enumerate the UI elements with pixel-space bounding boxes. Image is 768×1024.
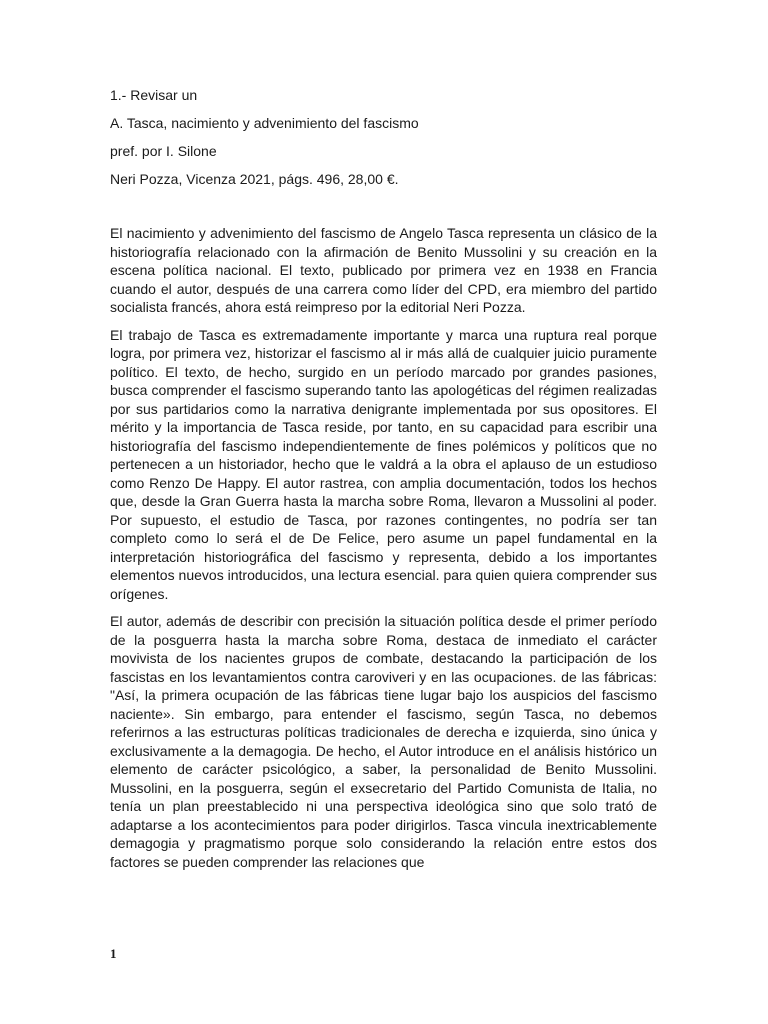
section-spacer bbox=[110, 198, 657, 224]
book-title: A. Tasca, nacimiento y advenimiento del fascismo bbox=[110, 115, 419, 131]
book-preface: pref. por I. Silone bbox=[110, 143, 217, 159]
page-number: 1 bbox=[110, 946, 117, 961]
body-paragraph-1: El nacimiento y advenimiento del fascismo de Angelo Tasca representa un clásico de la historiografía relacionado con la afirmación de Benito Mussolini y su creación en la escena política nacional. El texto, publicado por primera vez en 1938 en Francia cuando el autor, después de una carrera como líder del CPD, era miembro del partido socialista francés, ahora está reimpreso por la editorial Neri Pozza. bbox=[110, 225, 657, 315]
book-publication-info: Neri Pozza, Vicenza 2021, págs. 496, 28,00 €. bbox=[110, 171, 399, 187]
body-paragraph-3: El autor, además de describir con precisión la situación política desde el primer período de la posguerra hasta la marcha sobre Roma, destaca de inmediato el carácter movivista de los nacientes grupos de combate, destacando la participación de los fascistas en los levantamientos contra caroviveri y en las ocupaciones. de las fábricas: "Así, la primera ocupación de las fábricas tiene lugar bajo los auspicios del fascismo naciente». Sin embargo, para entender el fascismo, según Tasca, no debemos referirnos a las estructuras políticas tradicionales de derecha e izquierda, sino única y exclusivamente a la demagogia. De hecho, el Autor introduce en el análisis histórico un elemento de carácter psicológico, a saber, la personalidad de Benito Mussolini. Mussolini, en la posguerra, según el exsecretario del Partido Comunista de Italia, no tenía un plan preestablecido ni una perspectiva ideológica sino que solo trató de adaptarse a los acontecimientos para poder dirigirlos. Tasca vincula inextricablemente demagogia y pragmatismo porque solo considerando la relación entre estos dos factores se pueden comprender las relaciones que bbox=[110, 613, 657, 870]
document-page bbox=[110, 86, 657, 880]
heading-review-number: 1.- Revisar un bbox=[110, 87, 198, 103]
body-paragraph-2: El trabajo de Tasca es extremadamente importante y marca una ruptura real porque logra, por primera vez, historizar el fascismo al ir más allá de cualquier juicio puramente político. El texto, de hecho, surgido en un período marcado por grandes pasiones, busca comprender el fascismo superando tanto las apologéticas del régimen realizadas por sus partidarios como la narrativa denigrante implementada por sus opositores. El mérito y la importancia de Tasca reside, por tanto, en su capacidad para escribir una historiografía del fascismo independientemente de fines polémicos y políticos que no pertenecen a un historiador, hecho que le valdrá a la obra el aplauso de un estudioso como Renzo De Happy. El autor rastrea, con amplia documentación, todos los hechos que, desde la Gran Guerra hasta la marcha sobre Roma, llevaron a Mussolini al poder. Por supuesto, el estudio de Tasca, por razones contingentes, no podría ser tan completo como lo será el de De Felice, pero asume un papel fundamental en la interpretación historiográfica del fascismo y representa, debido a los importantes elementos nuevos introducidos, una lectura esencial. para quien quiera comprender sus orígenes. bbox=[110, 326, 657, 602]
